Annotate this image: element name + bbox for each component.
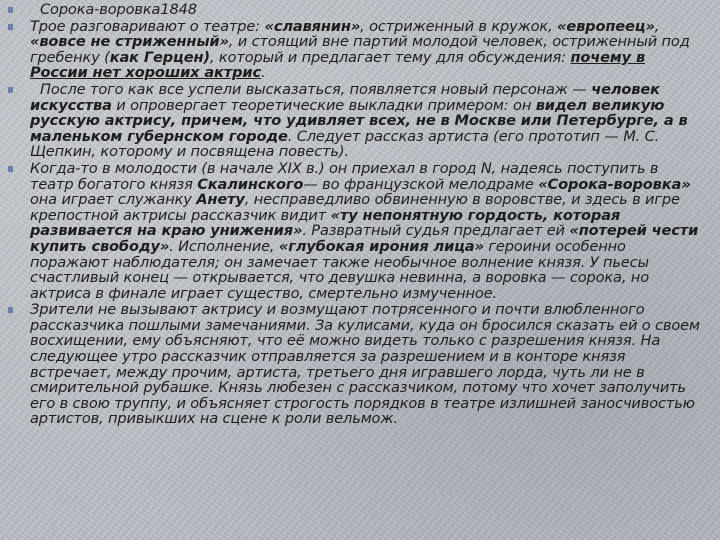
bullet-icon xyxy=(8,7,13,13)
text-run: , который и предлагает тему для обсуждения: xyxy=(209,48,571,66)
bold-text: видел великую русскую актрису, причем, что удивляет всех, не в Москве или Петербурге, а в маленьком губернском городе xyxy=(30,96,688,145)
bullet-icon xyxy=(8,87,13,93)
text-run: . xyxy=(261,64,266,82)
paragraph-audience xyxy=(30,302,702,427)
bold-text: Анету xyxy=(196,191,245,209)
bullet-icon xyxy=(8,166,13,172)
text-run: Зрители не вызывают актрису и возмущают потрясенного и почти влюбленного рассказчика пошлыми замечаниями. За кулисами, куда он бросился сказать ей о своем восхищении, ему объясняют, что её можно видеть только с разрешения князя. На следующее утро рассказчик отправляется за разрешением и в конторе князя встречает, между прочим, артиста, третьего дня игравшего лорда, чуть ли не в смирительной рубашке. Князь любезен с рассказчиком, потому что хочет заполучить его в свою труппу, и объясняет строгость порядков в театре излишней заносчивостью артистов, привыкших на сцене к роли вельмож. xyxy=(30,301,700,428)
paragraph-title xyxy=(30,2,702,18)
paragraph-story xyxy=(30,161,702,301)
bold-text: «глубокая ирония лица» xyxy=(278,237,484,255)
text-run: героини особенно поражают наблюдателя; он замечает также необычное волнение князя. У пьесы счастливый конец — открывается, что девушка невинна, а воровка — сорока, но актриса в финале играет существо, смертельно измученное. xyxy=(30,237,649,302)
bold-text: «Сорока-воровка» xyxy=(538,175,691,193)
bold-text: Скалинского xyxy=(197,175,304,193)
text-run: — во французской мелодраме xyxy=(303,175,539,193)
bold-text: «потерей чести купить свободу» xyxy=(30,222,699,255)
bold-text: «ту непонятную гордость, которая развивается на краю унижения» xyxy=(30,206,621,240)
text-run: , и стоящий вне партий молодой человек, остриженный под гребенку ( xyxy=(30,33,690,66)
bold-text: человек искусства xyxy=(30,80,660,114)
text-run: . Развратный судья предлагает ей xyxy=(302,222,570,240)
text-run: . Исполнение, xyxy=(169,237,279,255)
paragraph-conversation xyxy=(30,19,702,81)
text-run: , остриженный в кружок, xyxy=(360,17,558,35)
bold-text: «европеец» xyxy=(557,17,655,35)
text-run: , несправедливо обвиненную в воровстве, и здесь в игре крепостной актрисы рассказчик видит xyxy=(30,191,680,224)
bold-text: как Герцен) xyxy=(109,48,210,66)
text-run: После того как все успели высказаться, появляется новый персонаж — xyxy=(40,80,592,98)
paragraph-new-character xyxy=(30,82,702,160)
text-run: Трое разговаривают о театре: xyxy=(30,17,265,35)
text-run: Сорока-воровка1848 xyxy=(40,1,197,18)
text-run: , xyxy=(654,17,660,35)
text-run: . Следует рассказ артиста (его прототип — М. С. Щепкин, которому и посвящена повесть). xyxy=(30,127,660,161)
text-run: и опровергает теоретические выкладки примером: он xyxy=(111,96,536,114)
bullet-icon xyxy=(8,24,13,30)
bold-text: «славянин» xyxy=(264,17,361,35)
bullet-icon xyxy=(8,307,13,313)
text-run: Когда-то в молодости (в начале XIX в.) он приехал в город N, надеясь поступить в театр богатого князя xyxy=(30,159,659,193)
underline-run: почему в России нет хороших актрис xyxy=(30,48,646,82)
text-run: она играет служанку xyxy=(30,191,197,209)
bold-text: «вовсе не стриженный» xyxy=(30,33,229,51)
